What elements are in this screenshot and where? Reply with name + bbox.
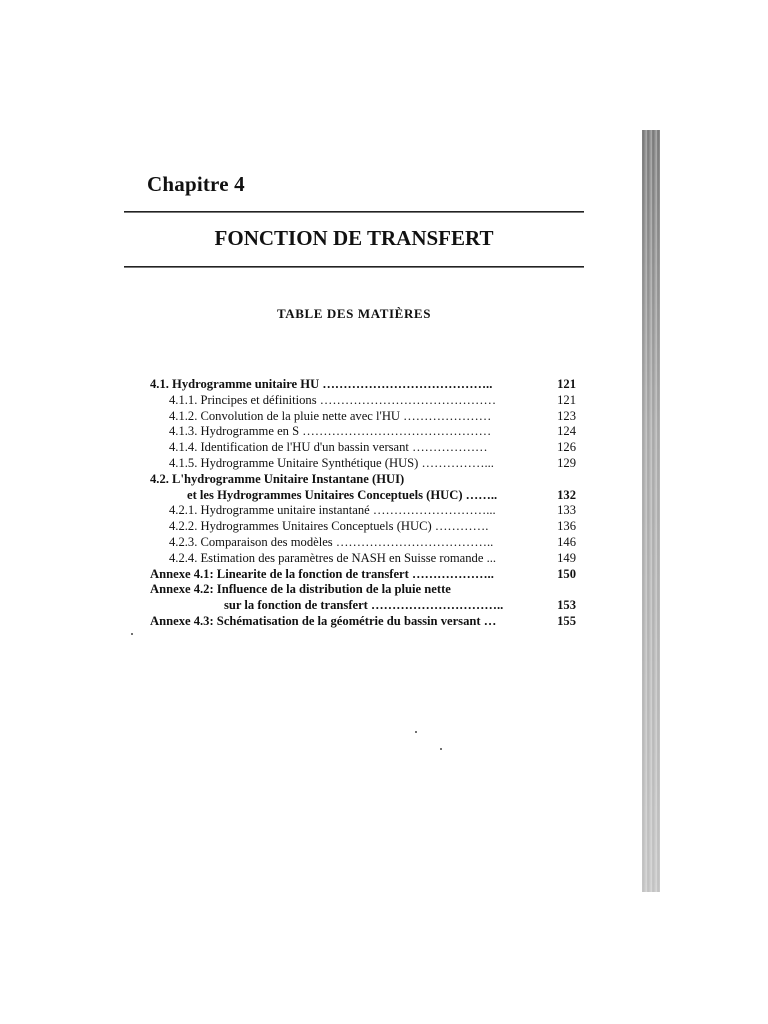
chapter-label: Chapitre 4 bbox=[147, 172, 245, 196]
top-rule bbox=[124, 211, 584, 212]
toc-entry-text: 4.2.1. Hydrogramme unitaire instantané ………………………... bbox=[169, 503, 496, 518]
table-of-contents bbox=[150, 377, 576, 630]
toc-entry bbox=[150, 488, 576, 504]
toc-entry-text: 4.2.2. Hydrogrammes Unitaires Conceptuels (HUC) …………. bbox=[169, 519, 489, 534]
toc-entry-text: sur la fonction de transfert ………………………….. bbox=[224, 598, 504, 613]
toc-entry bbox=[150, 503, 576, 519]
toc-entry bbox=[150, 567, 576, 583]
toc-entry bbox=[150, 598, 576, 614]
toc-entry-page: 136 bbox=[557, 519, 576, 534]
toc-entry-page: 129 bbox=[557, 455, 576, 470]
toc-entry bbox=[150, 440, 576, 456]
toc-entry-text: Annexe 4.3: Schématisation de la géométrie du bassin versant … bbox=[150, 613, 497, 628]
toc-entry bbox=[150, 456, 576, 472]
toc-entry-text: 4.2.3. Comparaison des modèles ……………………………….. bbox=[169, 534, 494, 549]
toc-entry bbox=[150, 393, 576, 409]
book-page-edge bbox=[642, 130, 660, 892]
toc-entry-page: 123 bbox=[557, 408, 576, 423]
toc-entry bbox=[150, 377, 576, 393]
toc-entry-text: 4.1.4. Identification de l'HU d'un bassin versant ……………… bbox=[169, 440, 488, 455]
toc-entry-text: Annexe 4.1: Linearite de la fonction de transfert ……………….. bbox=[150, 566, 494, 581]
toc-entry-page: 146 bbox=[557, 534, 576, 549]
toc-entry-text: 4.2. L'hydrogramme Unitaire Instantane (HUI) bbox=[150, 471, 405, 486]
toc-entry bbox=[150, 472, 576, 488]
toc-entry bbox=[150, 409, 576, 425]
toc-heading: TABLE DES MATIÈRES bbox=[276, 306, 432, 321]
toc-entry bbox=[150, 582, 576, 598]
toc-entry-page: 155 bbox=[557, 613, 576, 628]
toc-entry-page: 126 bbox=[557, 440, 576, 455]
scan-speck bbox=[440, 748, 442, 750]
toc-entry-text: 4.1.5. Hydrogramme Unitaire Synthétique (HUS) ……………... bbox=[169, 455, 494, 470]
toc-entry-text: 4.1.1. Principes et définitions …………………………………… bbox=[169, 392, 497, 407]
bottom-rule bbox=[124, 266, 584, 267]
toc-entry bbox=[150, 424, 576, 440]
toc-entry-page: 149 bbox=[557, 550, 576, 565]
toc-entry-page: 121 bbox=[557, 377, 576, 391]
scan-speck bbox=[415, 731, 417, 733]
toc-entry-text: 4.1.3. Hydrogramme en S ……………………………………… bbox=[169, 424, 492, 439]
toc-entry-text: 4.1. Hydrogramme unitaire HU ………………………………….. bbox=[150, 377, 493, 391]
toc-entry-page: 124 bbox=[557, 424, 576, 439]
toc-entry bbox=[150, 535, 576, 551]
chapter-title: FONCTION DE TRANSFERT bbox=[214, 226, 494, 250]
toc-entry-text: et les Hydrogrammes Unitaires Conceptuels (HUC) …….. bbox=[187, 487, 498, 502]
toc-entry bbox=[150, 519, 576, 535]
toc-entry-page: 150 bbox=[557, 566, 576, 581]
toc-entry-text: 4.2.4. Estimation des paramètres de NASH en Suisse romande ... bbox=[169, 550, 497, 565]
toc-entry-text: 4.1.2. Convolution de la pluie nette avec l'HU ………………… bbox=[169, 408, 492, 423]
toc-entry-text: Annexe 4.2: Influence de la distribution de la pluie nette bbox=[150, 582, 451, 597]
toc-entry-page: 133 bbox=[557, 503, 576, 518]
toc-entry-page: 121 bbox=[557, 392, 576, 407]
toc-entry-page: 153 bbox=[557, 598, 576, 613]
toc-entry bbox=[150, 551, 576, 567]
toc-entry bbox=[150, 614, 576, 630]
toc-entry-page: 132 bbox=[557, 487, 576, 502]
scan-speck bbox=[131, 633, 133, 635]
